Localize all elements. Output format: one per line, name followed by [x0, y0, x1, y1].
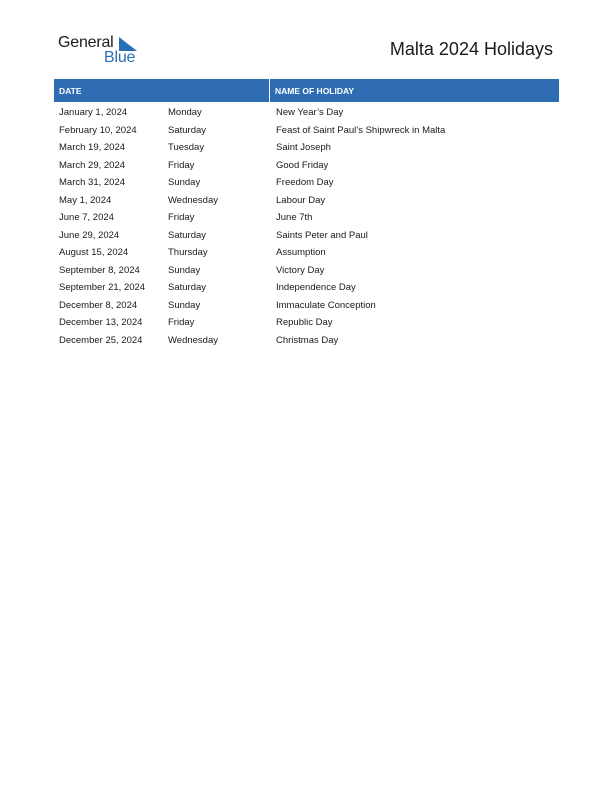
holiday-date: March 29, 2024 — [59, 159, 126, 171]
table-row — [54, 174, 559, 192]
holiday-date: September 8, 2024 — [59, 264, 140, 276]
holiday-name: Saint Joseph — [276, 142, 331, 154]
holiday-weekday: Sunday — [168, 177, 201, 189]
holiday-name: Freedom Day — [276, 177, 334, 189]
table-row — [54, 279, 559, 297]
page-title: Malta 2024 Holidays — [389, 39, 553, 59]
table-header — [54, 79, 559, 102]
column-header-holiday-name: NAME OF HOLIDAY — [275, 85, 355, 96]
holiday-date: March 31, 2024 — [59, 177, 126, 189]
holiday-weekday: Friday — [168, 212, 195, 224]
holiday-name: Immaculate Conception — [276, 299, 376, 311]
logo-text-blue: Blue — [104, 49, 136, 66]
holiday-weekday: Sunday — [168, 299, 201, 311]
holiday-name: Independence Day — [276, 282, 356, 294]
table-row — [54, 192, 559, 210]
table-body — [54, 102, 559, 349]
holiday-date: June 7, 2024 — [59, 212, 114, 224]
holiday-date: September 21, 2024 — [59, 282, 146, 294]
holiday-weekday: Friday — [168, 159, 195, 171]
holiday-date: December 8, 2024 — [59, 299, 138, 311]
holiday-weekday: Saturday — [168, 282, 207, 294]
table-row — [54, 262, 559, 280]
table-row — [54, 209, 559, 227]
table-row — [54, 157, 559, 175]
holiday-name: Saints Peter and Paul — [276, 229, 368, 241]
holiday-date: June 29, 2024 — [59, 229, 120, 241]
holiday-name: Feast of Saint Paul’s Shipwreck in Malta — [276, 124, 446, 136]
holiday-name: Republic Day — [276, 317, 333, 329]
holiday-weekday: Friday — [168, 317, 195, 329]
holiday-name: Labour Day — [276, 194, 326, 206]
column-header-date: DATE — [54, 79, 270, 102]
holiday-date: February 10, 2024 — [59, 124, 137, 136]
table-row — [54, 139, 559, 157]
holiday-date: August 15, 2024 — [59, 247, 129, 259]
table-row — [54, 227, 559, 245]
table-row — [54, 104, 559, 122]
holiday-weekday: Saturday — [168, 229, 207, 241]
table-row — [54, 122, 559, 140]
holiday-date: May 1, 2024 — [59, 194, 112, 206]
holiday-name: June 7th — [276, 212, 313, 224]
holiday-weekday: Thursday — [168, 247, 208, 259]
holiday-weekday: Sunday — [168, 264, 201, 276]
holiday-date: January 1, 2024 — [59, 107, 128, 119]
generalblue-logo — [58, 34, 148, 68]
holiday-name: Christmas Day — [276, 334, 339, 346]
table-row — [54, 332, 559, 350]
holiday-name: Assumption — [276, 247, 326, 259]
logo-text-general: General — [58, 34, 114, 51]
table-row — [54, 297, 559, 315]
holiday-weekday: Wednesday — [168, 334, 218, 346]
holiday-name: New Year’s Day — [276, 107, 344, 119]
holiday-name: Victory Day — [276, 264, 325, 276]
holiday-date: March 19, 2024 — [59, 142, 126, 154]
holiday-name: Good Friday — [276, 159, 329, 171]
holiday-weekday: Saturday — [168, 124, 207, 136]
holiday-date: December 13, 2024 — [59, 317, 143, 329]
holiday-weekday: Monday — [168, 107, 202, 119]
table-row — [54, 314, 559, 332]
holiday-table — [54, 79, 559, 349]
table-row — [54, 244, 559, 262]
holiday-weekday: Tuesday — [168, 142, 205, 154]
holiday-date: December 25, 2024 — [59, 334, 143, 346]
holiday-weekday: Wednesday — [168, 194, 218, 206]
